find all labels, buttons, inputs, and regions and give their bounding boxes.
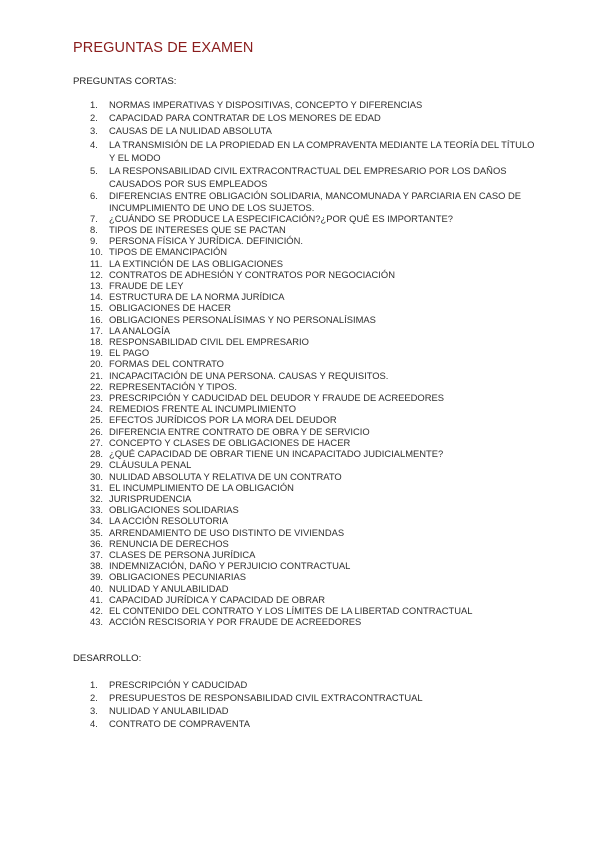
- list-item: [0, 704, 540, 717]
- item-number: 4.: [90, 138, 98, 150]
- item-number: 38.: [90, 560, 104, 572]
- item-number: 35.: [90, 526, 104, 538]
- list-item: [0, 678, 540, 691]
- item-number: 4.: [90, 718, 98, 729]
- list-item: [0, 347, 540, 358]
- item-number: 24.: [90, 403, 104, 415]
- list-item: [0, 571, 540, 582]
- item-number: 34.: [90, 515, 104, 527]
- item-number: 2.: [90, 112, 98, 124]
- list-item: [0, 594, 540, 605]
- list-item: [0, 224, 540, 235]
- list-item: [0, 190, 540, 212]
- item-number: 3.: [90, 125, 98, 137]
- item-text: CONTRATOS DE ADHESIÓN Y CONTRATOS POR NEGOCIACIÓN: [109, 268, 395, 280]
- item-number: 39.: [90, 571, 104, 583]
- item-text: CLÁUSULA PENAL: [109, 459, 192, 471]
- item-number: 6.: [90, 190, 98, 202]
- development-list: [0, 678, 540, 730]
- short-questions-list: [0, 98, 540, 627]
- item-number: 32.: [90, 492, 104, 504]
- item-text: RESPONSABILIDAD CIVIL DEL EMPRESARIO: [109, 336, 309, 348]
- item-number: 13.: [90, 280, 104, 292]
- item-text: NULIDAD ABSOLUTA Y RELATIVA DE UN CONTRATO: [109, 470, 342, 482]
- item-text: ¿QUÉ CAPACIDAD DE OBRAR TIENE UN INCAPACITADO JUDICIALMENTE?: [109, 448, 444, 460]
- item-text: LA EXTINCIÓN DE LAS OBLIGACIONES: [109, 257, 284, 269]
- item-number: 7.: [90, 212, 98, 224]
- list-item: [0, 258, 540, 269]
- list-item: [0, 138, 540, 164]
- item-text: CLASES DE PERSONA JURÍDICA: [109, 548, 256, 560]
- item-text: NULIDAD Y ANULABILIDAD: [109, 582, 229, 594]
- item-text: JURISPRUDENCIA: [109, 492, 192, 504]
- item-number: 1.: [90, 679, 98, 690]
- item-number: 16.: [90, 313, 104, 325]
- item-text: EL CONTENIDO DEL CONTRATO Y LOS LÍMITES DE LA LIBERTAD CONTRACTUAL: [109, 604, 473, 616]
- item-text: LA ACCIÓN RESOLUTORIA: [109, 515, 229, 527]
- list-item: [0, 583, 540, 594]
- item-number: 43.: [90, 616, 104, 628]
- list-item: [0, 280, 540, 291]
- item-text: LA ANALOGÍA: [109, 324, 170, 336]
- list-item: [0, 426, 540, 437]
- item-number: 31.: [90, 481, 104, 493]
- item-text: FRAUDE DE LEY: [109, 280, 184, 292]
- item-number: 23.: [90, 392, 104, 404]
- short-questions-heading: PREGUNTAS CORTAS:: [73, 76, 177, 87]
- item-text: CONCEPTO Y CLASES DE OBLIGACIONES DE HACER: [109, 436, 351, 448]
- item-text: EL INCUMPLIMIENTO DE LA OBLIGACIÓN: [109, 481, 294, 493]
- item-number: 37.: [90, 548, 104, 560]
- list-item: [0, 605, 540, 616]
- item-text: OBLIGACIONES PERSONALÍSIMAS Y NO PERSONALÍSIMAS: [109, 313, 376, 325]
- item-number: 29.: [90, 459, 104, 471]
- item-number: 36.: [90, 537, 104, 549]
- item-text: REPRESENTACIÓN Y TIPOS.: [109, 380, 237, 392]
- item-text: OBLIGACIONES SOLIDARIAS: [109, 504, 239, 516]
- item-number: 8.: [90, 224, 98, 236]
- item-number: 27.: [90, 436, 104, 448]
- list-item: [0, 459, 540, 470]
- list-item: [0, 482, 540, 493]
- item-text: REMEDIOS FRENTE AL INCUMPLIMIENTO: [109, 403, 297, 415]
- list-item: [0, 336, 540, 347]
- item-text: NULIDAD Y ANULABILIDAD: [109, 705, 229, 716]
- item-text: CAPACIDAD PARA CONTRATAR DE LOS MENORES DE EDAD: [109, 112, 381, 124]
- item-text: CAUSAS DE LA NULIDAD ABSOLUTA: [109, 125, 272, 137]
- item-number: 40.: [90, 582, 104, 594]
- item-number: 41.: [90, 593, 104, 605]
- item-number: 14.: [90, 291, 104, 303]
- item-text: INDEMNIZACIÓN, DAÑO Y PERJUICIO CONTRACTUAL: [109, 560, 351, 572]
- list-item: [0, 235, 540, 246]
- item-number: 10.: [90, 246, 104, 258]
- list-item: [0, 549, 540, 560]
- list-item: [0, 124, 540, 137]
- list-item: [0, 717, 540, 730]
- list-item: [0, 414, 540, 425]
- list-item: [0, 246, 540, 257]
- item-text: FORMAS DEL CONTRATO: [109, 358, 224, 370]
- list-item: [0, 560, 540, 571]
- list-item: [0, 504, 540, 515]
- list-item: [0, 213, 540, 224]
- list-item: [0, 538, 540, 549]
- list-item: [0, 314, 540, 325]
- document-title: PREGUNTAS DE EXAMEN: [73, 40, 254, 56]
- list-item: [0, 325, 540, 336]
- item-text: LA RESPONSABILIDAD CIVIL EXTRACONTRACTUAL DEL EMPRESARIO POR LOS DAÑOS CAUSADOS POR SUS EMPLEADOS: [109, 165, 507, 190]
- item-number: 33.: [90, 504, 104, 516]
- item-text: ACCIÓN RESCISORIA Y POR FRAUDE DE ACREEDORES: [109, 616, 362, 628]
- item-number: 28.: [90, 448, 104, 460]
- list-item: [0, 269, 540, 280]
- list-item: [0, 471, 540, 482]
- item-number: 18.: [90, 336, 104, 348]
- item-number: 25.: [90, 414, 104, 426]
- item-number: 15.: [90, 302, 104, 314]
- item-text: NORMAS IMPERATIVAS Y DISPOSITIVAS, CONCEPTO Y DIFERENCIAS: [109, 99, 423, 110]
- item-number: 17.: [90, 324, 104, 336]
- list-item: [0, 111, 540, 124]
- list-item: [0, 381, 540, 392]
- item-text: PRESCRIPCIÓN Y CADUCIDAD DEL DEUDOR Y FRAUDE DE ACREEDORES: [109, 392, 444, 404]
- list-item: [0, 164, 540, 190]
- list-item: [0, 403, 540, 414]
- list-item: [0, 515, 540, 526]
- item-number: 30.: [90, 470, 104, 482]
- item-number: 12.: [90, 268, 104, 280]
- item-number: 5.: [90, 165, 98, 177]
- item-number: 19.: [90, 347, 104, 359]
- list-item: [0, 98, 540, 111]
- item-text: TIPOS DE INTERESES QUE SE PACTAN: [109, 224, 286, 236]
- item-text: OBLIGACIONES DE HACER: [109, 302, 231, 314]
- item-text: RENUNCIA DE DERECHOS: [109, 537, 229, 549]
- item-number: 20.: [90, 358, 104, 370]
- list-item: [0, 302, 540, 313]
- list-item: [0, 616, 540, 627]
- item-number: 2.: [90, 692, 98, 703]
- list-item: [0, 493, 540, 504]
- item-text: ESTRUCTURA DE LA NORMA JURÍDICA: [109, 291, 285, 303]
- item-text: ARRENDAMIENTO DE USO DISTINTO DE VIVIENDAS: [109, 526, 345, 538]
- item-number: 26.: [90, 425, 104, 437]
- item-number: 22.: [90, 380, 104, 392]
- list-item: [0, 527, 540, 538]
- item-text: PRESCRIPCIÓN Y CADUCIDAD: [109, 679, 248, 690]
- item-text: PRESUPUESTOS DE RESPONSABILIDAD CIVIL EXTRACONTRACTUAL: [109, 692, 423, 703]
- development-heading: DESARROLLO:: [73, 653, 142, 664]
- list-item: [0, 358, 540, 369]
- list-item: [0, 392, 540, 403]
- item-text: LA TRANSMISIÓN DE LA PROPIEDAD EN LA COMPRAVENTA MEDIANTE LA TEORÍA DEL TÍTULO Y EL MODO: [109, 138, 535, 163]
- item-number: 11.: [90, 257, 103, 269]
- item-text: ¿CUÁNDO SE PRODUCE LA ESPECIFICACIÓN?¿POR QUÉ ES IMPORTANTE?: [109, 212, 453, 224]
- list-item: [0, 691, 540, 704]
- item-text: CONTRATO DE COMPRAVENTA: [109, 718, 250, 729]
- list-item: [0, 370, 540, 381]
- item-number: 1.: [90, 99, 98, 110]
- item-text: INCAPACITACIÓN DE UNA PERSONA. CAUSAS Y REQUISITOS.: [109, 369, 389, 381]
- list-item: [0, 437, 540, 448]
- item-text: EFECTOS JURÍDICOS POR LA MORA DEL DEUDOR: [109, 414, 337, 426]
- item-number: 3.: [90, 705, 98, 716]
- item-text: DIFERENCIAS ENTRE OBLIGACIÓN SOLIDARIA, MANCOMUNADA Y PARCIARIA EN CASO DE INCUMPLIMIENTO DE UNO DE LOS SUJETOS.: [109, 190, 522, 213]
- list-item: [0, 448, 540, 459]
- item-number: 21.: [90, 369, 104, 381]
- list-item: [0, 291, 540, 302]
- item-number: 42.: [90, 604, 104, 616]
- item-text: CAPACIDAD JURÍDICA Y CAPACIDAD DE OBRAR: [109, 593, 326, 605]
- item-text: EL PAGO: [109, 347, 150, 359]
- item-text: DIFERENCIA ENTRE CONTRATO DE OBRA Y DE SERVICIO: [109, 425, 370, 437]
- item-number: 9.: [90, 235, 98, 247]
- item-text: TIPOS DE EMANCIPACIÓN: [109, 246, 228, 258]
- item-text: OBLIGACIONES PECUNIARIAS: [109, 571, 247, 583]
- item-text: PERSONA FÍSICA Y JURÍDICA. DEFINICIÓN.: [109, 235, 303, 247]
